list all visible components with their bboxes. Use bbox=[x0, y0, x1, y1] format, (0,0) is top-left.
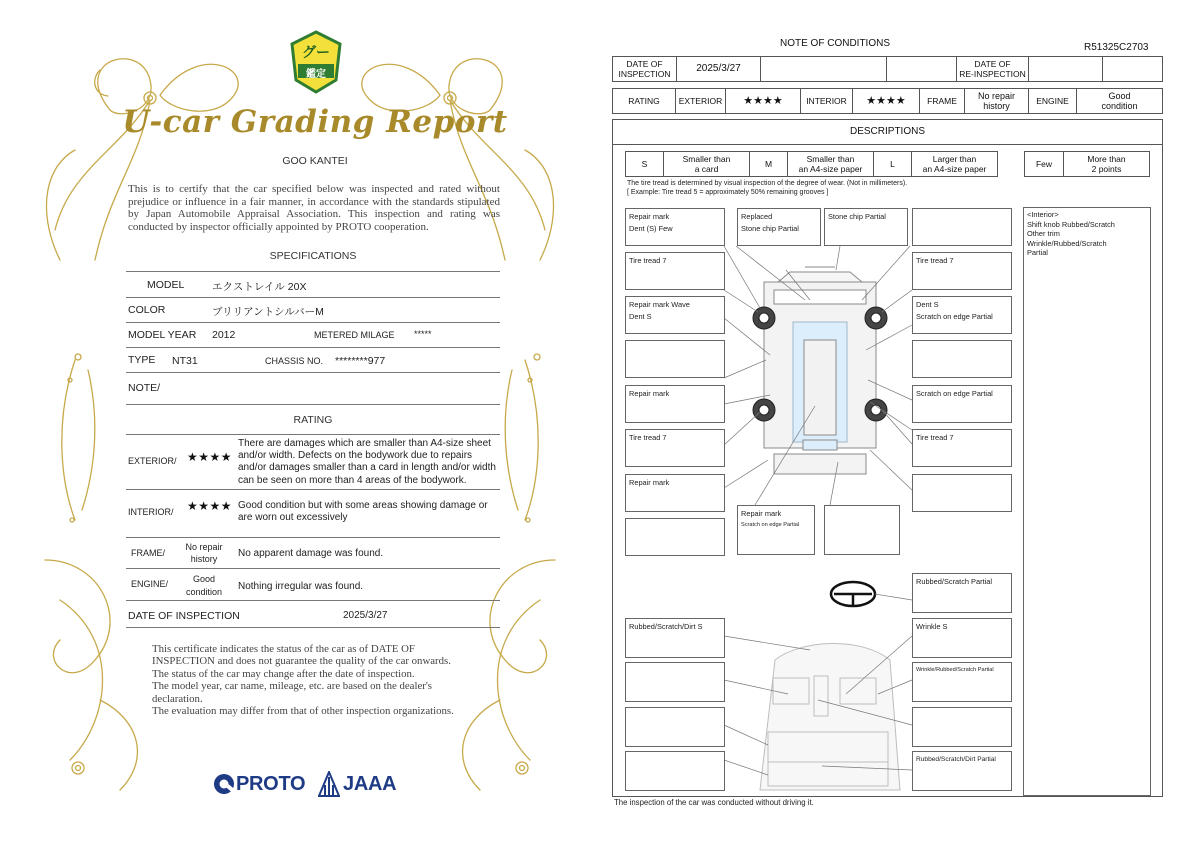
label-line: DATE OF bbox=[626, 59, 663, 69]
callout-box-left-fender bbox=[625, 296, 725, 334]
desc-line: a card bbox=[694, 164, 719, 174]
few-legend bbox=[1024, 151, 1150, 177]
callout-box-front-seat-left bbox=[625, 662, 725, 702]
note-line: [ Example: Tire tread 5 = approximately 50% remaining grooves ] bbox=[627, 189, 829, 196]
jaaa-logo-text: JAAA bbox=[343, 772, 397, 795]
color-label: COLOR bbox=[128, 304, 166, 316]
legend-few-desc bbox=[1064, 152, 1150, 177]
model-value: エクストレイル 20X bbox=[212, 281, 307, 293]
callout-box-tire-rear-left bbox=[625, 429, 725, 467]
exterior-description: There are damages which are smaller than A4-size sheet and/or width. Defects on the bodywork due to repairs and/or damages smaller than a card in length and/or width can be seen on more than 4 areas of the bodywork. bbox=[238, 438, 496, 486]
disclaimer-line: INSPECTION and does not guarantee the quality of the car onwards. bbox=[152, 655, 451, 668]
proto-mark-icon bbox=[212, 772, 236, 796]
divider bbox=[126, 271, 500, 272]
damage-size-legend bbox=[625, 151, 998, 177]
divider bbox=[126, 627, 500, 628]
callout-box-front-seat-right bbox=[912, 618, 1012, 658]
callout-line: Tire tread 7 bbox=[629, 433, 667, 442]
interior-description: Good condition but with some areas showing damage or are worn out excessively bbox=[238, 500, 488, 524]
callout-line: Wrinkle S bbox=[916, 622, 948, 631]
callout-line: Wrinkle/Rubbed/Scratch Partial bbox=[916, 667, 994, 673]
date-of-inspection-label: DATE OF INSPECTION bbox=[128, 610, 240, 622]
callout-line: Replaced bbox=[741, 212, 773, 221]
callout-box-front-right bbox=[912, 208, 1012, 246]
callout-box-dashboard bbox=[625, 618, 725, 658]
frame-value-line2: history bbox=[190, 554, 218, 564]
divider bbox=[126, 600, 500, 601]
callout-line: Repair mark bbox=[629, 478, 670, 487]
chassis-label: CHASSIS NO. bbox=[265, 356, 324, 366]
jaaa-logo bbox=[318, 770, 396, 798]
note-label: NOTE/ bbox=[128, 382, 161, 394]
callout-box-rear-seat-right bbox=[912, 751, 1012, 791]
model-year-label: MODEL YEAR bbox=[128, 329, 197, 341]
callout-line: Tire tread 7 bbox=[629, 256, 667, 265]
proto-logo bbox=[212, 770, 305, 798]
date-of-inspection-value: 2025/3/27 bbox=[677, 57, 761, 82]
label-line: INSPECTION bbox=[618, 69, 671, 79]
legend-l: L bbox=[874, 152, 912, 177]
legend-l-desc bbox=[912, 152, 998, 177]
callout-box-right-quarter bbox=[912, 474, 1012, 512]
engine-description: Nothing irregular was found. bbox=[238, 581, 364, 592]
date-of-inspection-value: 2025/3/27 bbox=[343, 610, 388, 621]
disclaimer-line: The model year, car name, mileage, etc. are based on the dealer's bbox=[152, 680, 432, 693]
interior-line: Other trim bbox=[1027, 229, 1060, 239]
callout-line: Rubbed/Scratch Partial bbox=[916, 577, 992, 586]
callout-box-tire-front-right bbox=[912, 252, 1012, 290]
callout-box-right-fender bbox=[912, 296, 1012, 334]
divider bbox=[126, 297, 500, 298]
callout-line: Tire tread 7 bbox=[916, 256, 954, 265]
legend-s: S bbox=[626, 152, 664, 177]
empty-cell bbox=[761, 57, 887, 82]
callout-box-tire-front-left bbox=[625, 252, 725, 290]
note-line: The tire tread is determined by visual inspection of the degree of wear. (Not in millimeters). bbox=[627, 180, 908, 187]
divider bbox=[126, 404, 500, 405]
specifications-heading: SPECIFICATIONS bbox=[269, 250, 357, 262]
divider bbox=[126, 372, 500, 373]
interior-line: <Interior> bbox=[1027, 210, 1059, 219]
callout-line: Repair mark Wave bbox=[629, 300, 690, 309]
report-subtitle: GOO KANTEI bbox=[282, 155, 348, 167]
re-inspection-value bbox=[1029, 57, 1103, 82]
value-line: condition bbox=[1101, 101, 1138, 111]
note-title: NOTE OF CONDITIONS bbox=[780, 38, 890, 49]
engine-value bbox=[1077, 89, 1163, 114]
interior-label: INTERIOR bbox=[801, 89, 853, 114]
exterior-label: EXTERIOR bbox=[676, 89, 726, 114]
callout-box-console bbox=[912, 707, 1012, 747]
rating-table bbox=[612, 88, 1163, 114]
value-line: Good bbox=[1108, 91, 1131, 101]
label-line: RE-INSPECTION bbox=[959, 69, 1026, 79]
desc-line: an A4-size paper bbox=[922, 164, 987, 174]
interior-summary-box bbox=[1023, 207, 1151, 796]
callout-line: Repair mark bbox=[741, 509, 782, 518]
proto-logo-text: PROTO bbox=[236, 772, 306, 795]
report-title: U-car Grading Report bbox=[122, 104, 508, 140]
callout-box-left-door-trim bbox=[625, 707, 725, 747]
legend-m: M bbox=[750, 152, 788, 177]
type-value: NT31 bbox=[172, 355, 198, 367]
callout-box-windshield bbox=[824, 208, 908, 246]
type-label: TYPE bbox=[128, 354, 156, 366]
disclaimer-line: This certificate indicates the status of the car as of DATE OF bbox=[152, 643, 415, 655]
callout-box-rear-gate bbox=[824, 505, 900, 555]
model-year-value: 2012 bbox=[212, 329, 236, 341]
rating-heading: RATING bbox=[293, 414, 333, 426]
value-line: history bbox=[983, 101, 1010, 111]
desc-line: More than bbox=[1087, 154, 1126, 164]
callout-box-left-rear-door bbox=[625, 385, 725, 423]
callout-line: Stone chip Partial bbox=[828, 212, 886, 221]
callout-box-front-center bbox=[737, 208, 821, 246]
inspection-footnote: The inspection of the car was conducted without driving it. bbox=[614, 798, 814, 807]
color-value: ブリリアントシルバーM bbox=[212, 306, 324, 318]
frame-description: No apparent damage was found. bbox=[238, 548, 384, 559]
divider bbox=[126, 568, 500, 569]
callout-line: Rubbed/Scratch/Dirt S bbox=[629, 622, 703, 631]
callout-box-left-front-door bbox=[625, 340, 725, 378]
divider bbox=[126, 322, 500, 323]
frame-label: FRAME/ bbox=[131, 548, 166, 558]
interior-stars: ★★★★ bbox=[853, 89, 920, 114]
interior-label: INTERIOR/ bbox=[128, 507, 174, 517]
jaaa-mark-icon bbox=[318, 771, 340, 797]
callout-box-rear-bumper bbox=[737, 505, 815, 555]
chassis-value: ********977 bbox=[335, 355, 386, 367]
interior-line: Shift knob Rubbed/Scratch bbox=[1027, 219, 1115, 229]
desc-line: 2 points bbox=[1091, 164, 1122, 174]
certification-text: This is to certify that the car specified below was inspected and rated without prejudice or influence in a fair manner, in accordance with the standards stipulated by Japan Automobile Appraisal Association. This inspection and rating was conducted by inspector officially appointed by PROTO cooperation. bbox=[128, 183, 500, 233]
divider bbox=[126, 489, 500, 490]
callout-box-right-front-door bbox=[912, 340, 1012, 378]
callout-line: Scratch on edge Partial bbox=[916, 311, 993, 321]
empty-cell bbox=[1103, 57, 1163, 82]
desc-line: an A4-size paper bbox=[798, 164, 863, 174]
badge-top-text: グー bbox=[302, 44, 330, 60]
disclaimer-line: The evaluation may differ from that of other inspection organizations. bbox=[152, 705, 454, 718]
callout-box-rear-left bbox=[625, 518, 725, 556]
callout-line: Repair mark bbox=[629, 389, 670, 398]
exterior-stars: ★★★★ bbox=[187, 450, 233, 464]
frame-value bbox=[965, 89, 1029, 114]
re-inspection-label bbox=[957, 57, 1029, 82]
mileage-label: METERED MILAGE bbox=[314, 330, 395, 340]
callout-line: Scratch on edge Partial bbox=[916, 389, 993, 398]
interior-stars: ★★★★ bbox=[187, 499, 233, 513]
interior-line: Partial bbox=[1027, 248, 1048, 258]
legend-m-desc bbox=[788, 152, 874, 177]
desc-line: Larger than bbox=[932, 154, 977, 164]
disclaimer-line: declaration. bbox=[152, 692, 203, 705]
descriptions-heading: DESCRIPTIONS bbox=[612, 119, 1163, 145]
callout-box-rear-seat-left bbox=[625, 751, 725, 791]
callout-line: Dent (S) Few bbox=[629, 223, 673, 233]
callout-box-front-left bbox=[625, 208, 725, 246]
callout-line: Rubbed/Scratch/Dirt Partial bbox=[916, 756, 996, 763]
exterior-label: EXTERIOR/ bbox=[128, 456, 177, 466]
frame-value-line1: No repair bbox=[185, 542, 223, 552]
disclaimer-line: The status of the car may change after the date of inspection. bbox=[152, 667, 415, 680]
callout-line: Tire tread 7 bbox=[916, 433, 954, 442]
callout-line: Scratch on edge Partial bbox=[741, 521, 800, 528]
legend-few: Few bbox=[1025, 152, 1064, 177]
inspection-dates-table bbox=[612, 56, 1163, 82]
callout-box-tire-rear-right bbox=[912, 429, 1012, 467]
value-line: No repair bbox=[977, 91, 1015, 101]
goo-kantei-badge bbox=[288, 30, 344, 94]
certificate-disclaimer bbox=[152, 643, 492, 717]
model-label: MODEL bbox=[147, 279, 185, 291]
mileage-value: ***** bbox=[414, 329, 432, 339]
divider bbox=[126, 537, 500, 538]
callout-box-steering bbox=[912, 573, 1012, 613]
label-line: DATE OF bbox=[974, 59, 1011, 69]
tire-tread-note bbox=[627, 179, 907, 197]
exterior-stars: ★★★★ bbox=[726, 89, 801, 114]
date-of-inspection-label bbox=[613, 57, 677, 82]
engine-value-line1: Good bbox=[192, 574, 216, 584]
desc-line: Smaller than bbox=[806, 154, 855, 164]
note-of-conditions-page bbox=[600, 0, 1200, 848]
rating-label: RATING bbox=[613, 89, 676, 114]
engine-value-line2: condition bbox=[185, 587, 223, 597]
legend-s-desc bbox=[664, 152, 750, 177]
engine-label: ENGINE/ bbox=[131, 579, 169, 589]
callout-box-right-rear-door bbox=[912, 385, 1012, 423]
callout-line: Dent S bbox=[916, 300, 939, 309]
frame-label: FRAME bbox=[920, 89, 965, 114]
engine-label: ENGINE bbox=[1029, 89, 1077, 114]
divider bbox=[126, 434, 500, 435]
callout-line: Dent S bbox=[629, 311, 652, 321]
divider bbox=[126, 347, 500, 348]
interior-line: Wrinkle/Rubbed/Scratch bbox=[1027, 238, 1107, 248]
document-code: R51325C2703 bbox=[1084, 42, 1149, 53]
badge-kantei-text: 鑑定 bbox=[306, 69, 326, 80]
empty-cell bbox=[887, 57, 957, 82]
callout-line: Repair mark bbox=[629, 212, 670, 221]
callout-line: Stone chip Partial bbox=[741, 223, 799, 233]
callout-box-left-quarter bbox=[625, 474, 725, 512]
desc-line: Smaller than bbox=[682, 154, 731, 164]
callout-box-right-door-trim bbox=[912, 662, 1012, 702]
